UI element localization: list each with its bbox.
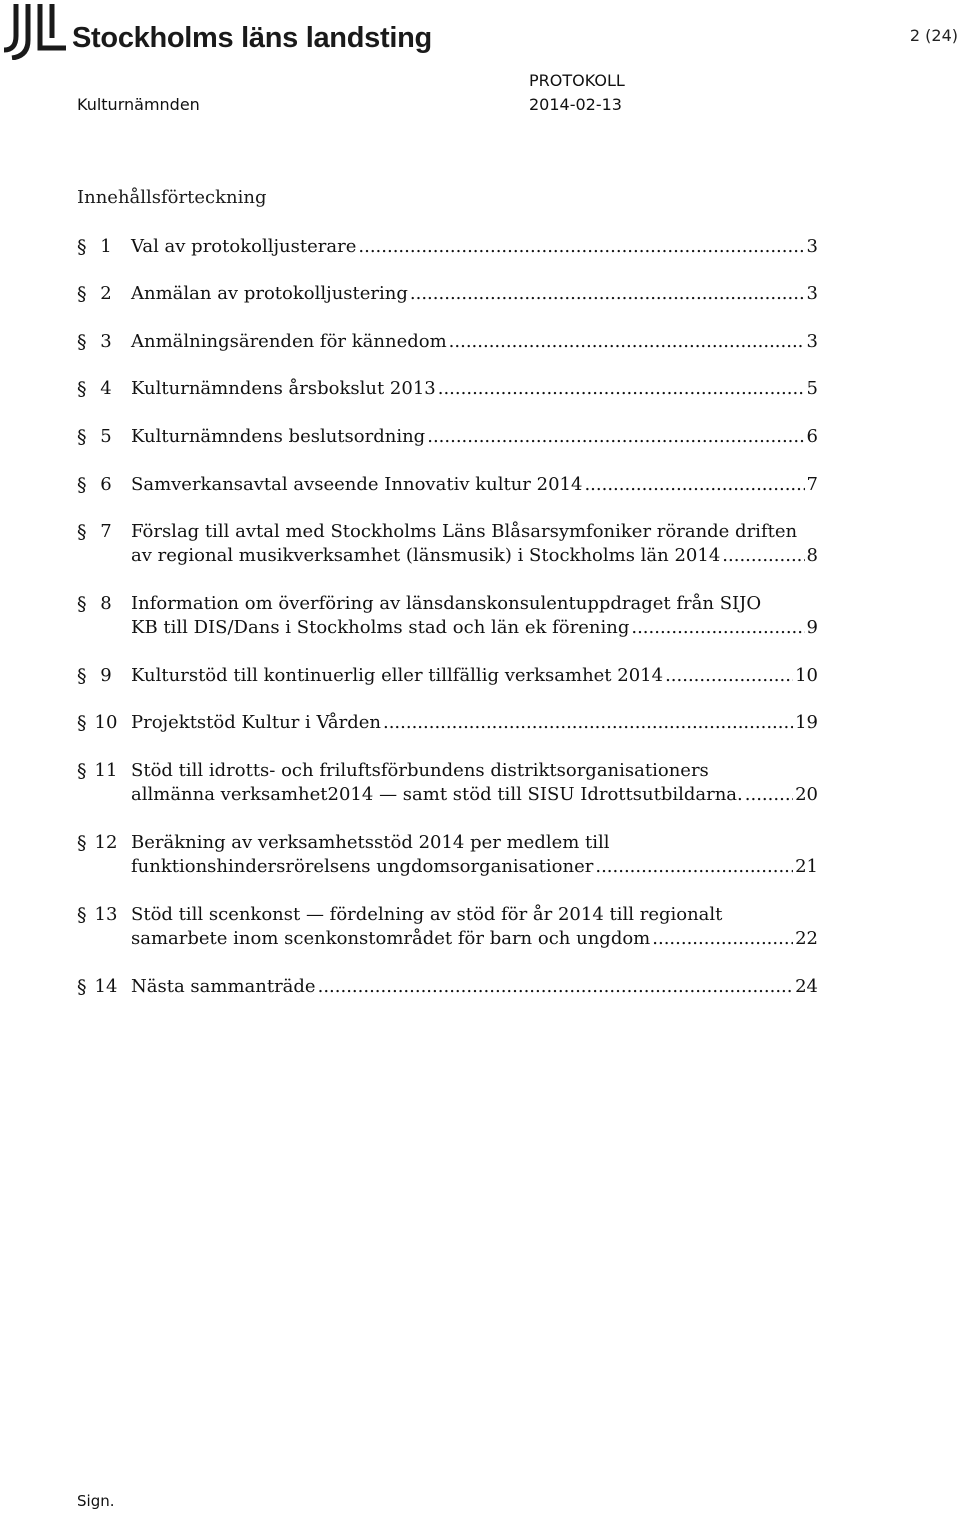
section-sign: § bbox=[77, 474, 87, 496]
toc-entry-page: 9 bbox=[806, 617, 818, 638]
toc-entry-number: 9 bbox=[100, 665, 112, 686]
toc-entry-title: Kulturnämndens årsbokslut 2013 bbox=[131, 378, 436, 399]
section-sign: § bbox=[77, 904, 87, 926]
toc-entry-line bbox=[131, 616, 818, 640]
toc-entry-body bbox=[131, 759, 818, 807]
toc-entry-line bbox=[131, 975, 818, 999]
toc-entry-page: 22 bbox=[795, 928, 818, 949]
toc-entry-body bbox=[131, 425, 818, 449]
section-sign: § bbox=[77, 331, 87, 353]
toc-entry-page: 8 bbox=[806, 545, 818, 566]
toc-entry-page: 7 bbox=[806, 474, 818, 495]
section-sign: § bbox=[77, 378, 87, 400]
toc-heading: Innehållsförteckning bbox=[77, 187, 267, 208]
section-sign: § bbox=[77, 665, 87, 687]
toc-entry-title-line: Beräkning av verksamhetsstöd 2014 per medlem till bbox=[131, 832, 610, 853]
toc-entry-title: Anmälan av protokolljustering bbox=[131, 283, 408, 304]
organization-logo bbox=[2, 2, 432, 62]
toc-entry-title: KB till DIS/Dans i Stockholms stad och län ek förening bbox=[131, 617, 630, 638]
dot-leader bbox=[595, 855, 793, 879]
dot-leader bbox=[652, 927, 793, 951]
toc-entry-number: 14 bbox=[94, 976, 118, 997]
section-sign: § bbox=[77, 236, 87, 258]
toc-entry-body bbox=[131, 520, 818, 568]
toc-entry-page: 6 bbox=[806, 426, 818, 447]
toc-entry-body bbox=[131, 377, 818, 401]
toc-entry-line bbox=[131, 330, 818, 354]
toc-entry-line bbox=[131, 377, 818, 401]
toc-entry-line bbox=[131, 711, 818, 735]
toc-entry-page: 21 bbox=[795, 856, 818, 877]
toc-entry-title-line: Stöd till scenkonst — fördelning av stöd för år 2014 till regionalt bbox=[131, 904, 723, 925]
dot-leader bbox=[584, 473, 804, 497]
toc-entry-line bbox=[131, 783, 818, 807]
page-number: 2 (24) bbox=[909, 26, 958, 45]
document-type: PROTOKOLL bbox=[529, 71, 625, 90]
signature-label: Sign. bbox=[77, 1492, 115, 1510]
toc-entry-body bbox=[131, 330, 818, 354]
toc-entry-number: 5 bbox=[100, 426, 112, 447]
toc-entry-number: 2 bbox=[100, 283, 112, 304]
toc-entry-body bbox=[131, 711, 818, 735]
toc-entry-number: 12 bbox=[94, 832, 118, 853]
toc-entry-title: Projektstöd Kultur i Vården bbox=[131, 712, 381, 733]
toc-entry-title: av regional musikverksamhet (länsmusik) i Stockholms län 2014 bbox=[131, 545, 721, 566]
toc-entry-title: Val av protokolljusterare bbox=[131, 236, 357, 257]
toc-entry-page: 10 bbox=[795, 665, 818, 686]
toc-entry-title: allmänna verksamhet2014 — samt stöd till SISU Idrottsutbildarna. bbox=[131, 784, 743, 805]
dot-leader bbox=[318, 975, 794, 999]
toc-entry-title: samarbete inom scenkonstområdet för barn och ungdom bbox=[131, 928, 651, 949]
toc-entry-page: 5 bbox=[806, 378, 818, 399]
toc-entry-body bbox=[131, 903, 818, 951]
toc-entry-page: 3 bbox=[806, 331, 818, 352]
dot-leader bbox=[449, 330, 805, 354]
dot-leader bbox=[427, 425, 804, 449]
toc-entry-line bbox=[131, 235, 818, 259]
section-sign: § bbox=[77, 976, 87, 998]
toc-entry-body bbox=[131, 235, 818, 259]
toc-entry-line bbox=[131, 664, 818, 688]
toc-entry-line bbox=[131, 855, 818, 879]
toc-entry-body bbox=[131, 282, 818, 306]
dot-leader bbox=[410, 282, 805, 306]
toc-entry-page: 24 bbox=[795, 976, 818, 997]
toc-entry-number: 6 bbox=[100, 474, 112, 495]
toc-entry-page: 3 bbox=[806, 283, 818, 304]
toc-entry-line bbox=[131, 282, 818, 306]
committee-name: Kulturnämnden bbox=[77, 95, 200, 114]
section-sign: § bbox=[77, 712, 87, 734]
toc-entry-number: 4 bbox=[100, 378, 112, 399]
toc-entry-line bbox=[131, 544, 818, 568]
dot-leader bbox=[745, 783, 793, 807]
toc-entry-title: Kulturnämndens beslutsordning bbox=[131, 426, 426, 447]
toc-entry-line bbox=[131, 425, 818, 449]
dot-leader bbox=[383, 711, 793, 735]
dot-leader bbox=[438, 377, 805, 401]
toc-entry-body bbox=[131, 664, 818, 688]
toc-entry-title-line: Förslag till avtal med Stockholms Läns Blåsarsymfoniker rörande driften bbox=[131, 521, 798, 542]
dot-leader bbox=[722, 544, 804, 568]
toc-entry-line bbox=[131, 927, 818, 951]
toc-entry-title: Samverkansavtal avseende Innovativ kultur 2014 bbox=[131, 474, 583, 495]
toc-entry-body bbox=[131, 831, 818, 879]
section-sign: § bbox=[77, 760, 87, 782]
section-sign: § bbox=[77, 521, 87, 543]
organization-name: Stockholms läns landsting bbox=[72, 21, 432, 54]
toc-entry-body bbox=[131, 975, 818, 999]
toc-entry-line bbox=[131, 473, 818, 497]
toc-entry-title-line: Stöd till idrotts- och friluftsförbundens distriktsorganisationers bbox=[131, 760, 709, 781]
section-sign: § bbox=[77, 832, 87, 854]
toc-entry-number: 1 bbox=[100, 236, 112, 257]
toc-entry-number: 10 bbox=[94, 712, 118, 733]
toc-entry-title: funktionshindersrörelsens ungdomsorganisationer bbox=[131, 856, 594, 877]
dot-leader bbox=[665, 664, 793, 688]
section-sign: § bbox=[77, 426, 87, 448]
toc-entry-body bbox=[131, 592, 818, 640]
toc-entry-page: 3 bbox=[806, 236, 818, 257]
dot-leader bbox=[631, 616, 804, 640]
dot-leader bbox=[358, 235, 804, 259]
toc-entry-number: 13 bbox=[94, 904, 118, 925]
sll-logo-mark-icon bbox=[2, 4, 68, 60]
toc-entry-number: 11 bbox=[94, 760, 118, 781]
toc-entry-page: 19 bbox=[795, 712, 818, 733]
toc-entry-body bbox=[131, 473, 818, 497]
section-sign: § bbox=[77, 593, 87, 615]
document-date: 2014-02-13 bbox=[529, 95, 622, 114]
toc-entry-title: Nästa sammanträde bbox=[131, 976, 316, 997]
toc-entry-title: Kulturstöd till kontinuerlig eller tillfällig verksamhet 2014 bbox=[131, 665, 664, 686]
toc-entry-number: 3 bbox=[100, 331, 112, 352]
toc-entry-number: 7 bbox=[100, 521, 112, 542]
section-sign: § bbox=[77, 283, 87, 305]
toc-entry-title-line: Information om överföring av länsdanskonsulentuppdraget från SIJO bbox=[131, 593, 762, 614]
toc-entry-title: Anmälningsärenden för kännedom bbox=[131, 331, 447, 352]
toc-entry-number: 8 bbox=[100, 593, 112, 614]
toc-entry-page: 20 bbox=[795, 784, 818, 805]
